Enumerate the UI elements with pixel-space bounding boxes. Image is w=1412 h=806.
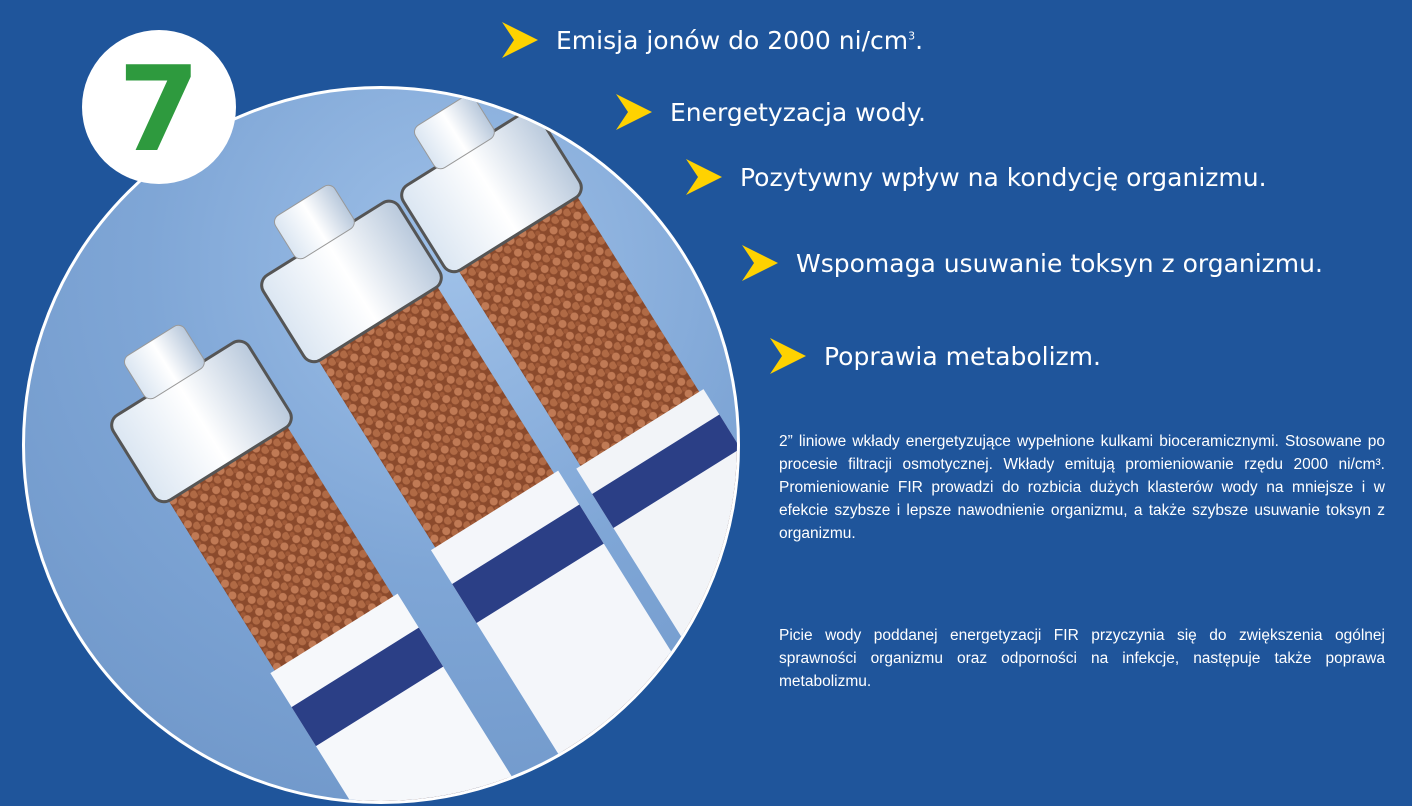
yellow-arrow-icon — [500, 20, 540, 60]
feature-bullet-ion-emission — [500, 20, 923, 60]
yellow-arrow-icon — [684, 157, 724, 197]
feature-text: Wspomaga usuwanie toksyn z organizmu. — [796, 248, 1323, 278]
feature-text: Emisja jonów do 2000 $ni/cm^3$. — [556, 25, 924, 55]
feature-bullet-toxin-removal — [740, 243, 1323, 283]
feature-bullet-metabolism — [768, 336, 1101, 376]
product-photo — [22, 86, 740, 804]
feature-text: Poprawia metabolizm. — [824, 341, 1101, 371]
step-number-badge — [82, 30, 236, 184]
step-number: 7 — [117, 40, 201, 178]
filter-cartridges-illustration — [25, 89, 740, 804]
feature-text: Energetyzacja wody. — [670, 97, 926, 127]
description-paragraph-1: 2” liniowe wkłady energetyzujące wypełnione kulkami bioceramicznymi. Stosowane po procesie filtracji osmotycznej. Wkłady emitują promieniowanie rzędu 2000 ni/cm³. Promieniowanie FIR prowadzi do rozbicia dużych klasterów wody na mniejsze i w efekcie szybsze i lepsze nawodnienie organizmu, a także szybsze usuwanie toksyn z organizmu. — [779, 433, 1385, 542]
description-paragraph-2: Picie wody poddanej energetyzacji FIR przyczynia się do zwiększenia ogólnej sprawności organizmu oraz odporności na infekcje, następuje także poprawa metabolizmu. — [779, 627, 1385, 690]
yellow-arrow-icon — [740, 243, 780, 283]
feature-bullet-body-condition — [684, 157, 1267, 197]
feature-bullet-water-energizing — [614, 92, 926, 132]
yellow-arrow-icon — [768, 336, 808, 376]
feature-text: Pozytywny wpływ na kondycję organizmu. — [740, 162, 1267, 192]
yellow-arrow-icon — [614, 92, 654, 132]
